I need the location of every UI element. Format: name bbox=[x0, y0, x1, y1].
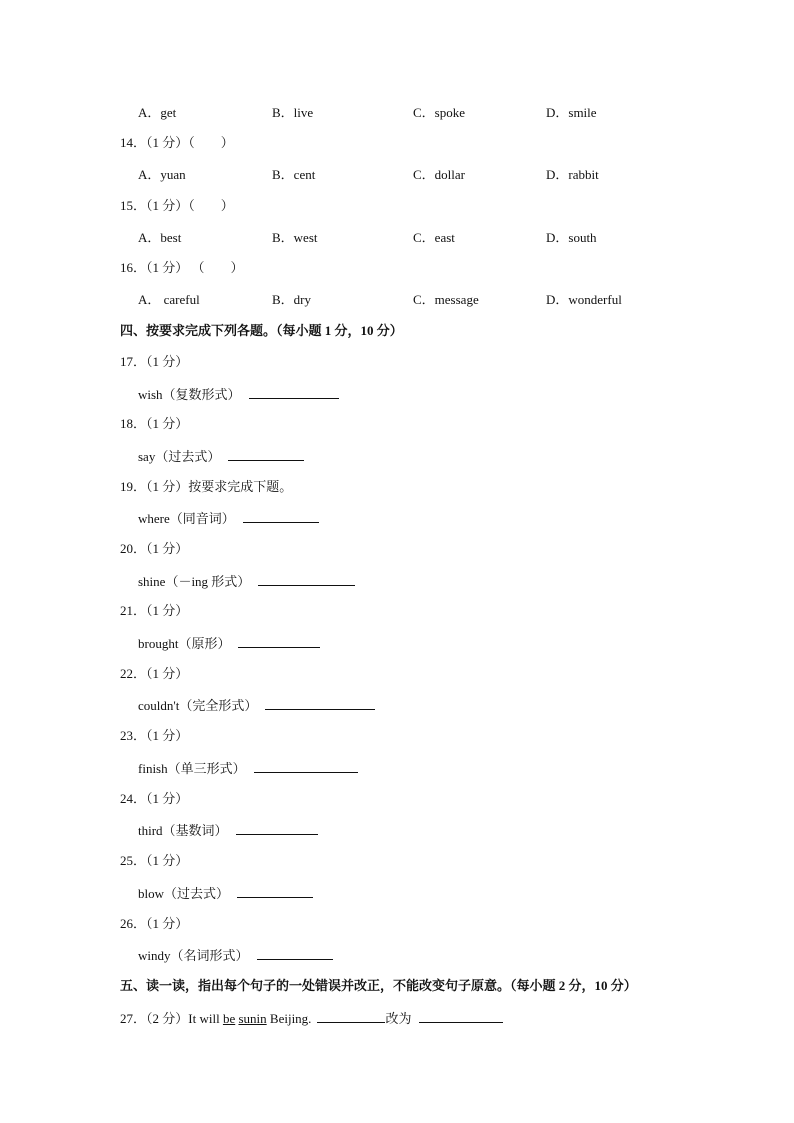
option-15-c: C．east bbox=[413, 230, 455, 245]
answer-blank[interactable] bbox=[238, 635, 320, 648]
option-14-c: C．dollar bbox=[413, 167, 465, 182]
question-24: 24．（1 分） bbox=[120, 791, 189, 806]
section-4-heading: 四、按要求完成下列各题。（每小题 1 分，10 分） bbox=[120, 323, 403, 338]
question-14: 14．（1 分）（ ） bbox=[120, 135, 234, 150]
question-22-prompt bbox=[138, 697, 375, 714]
question-16: 16．（1 分） （ ） bbox=[120, 260, 244, 275]
answer-blank[interactable] bbox=[237, 885, 313, 898]
prompt-text: third（基数词） bbox=[138, 823, 228, 838]
option-15-a: A．best bbox=[138, 230, 182, 245]
change-label: 改为 bbox=[385, 1011, 412, 1026]
answer-blank[interactable] bbox=[249, 386, 339, 399]
prompt-text: windy（名词形式） bbox=[138, 948, 249, 963]
question-15: 15．（1 分）（ ） bbox=[120, 198, 234, 213]
answer-blank[interactable] bbox=[228, 448, 304, 461]
option-15-b: B．west bbox=[272, 230, 318, 245]
option-14-d: D．rabbit bbox=[546, 167, 599, 182]
answer-blank[interactable] bbox=[236, 822, 318, 835]
underlined-word: sun bbox=[238, 1011, 257, 1026]
question-25-prompt bbox=[138, 885, 313, 902]
answer-blank[interactable] bbox=[257, 947, 333, 960]
option-13-c: C．spoke bbox=[413, 105, 466, 120]
answer-blank[interactable] bbox=[265, 697, 375, 710]
answer-blank[interactable] bbox=[258, 573, 355, 586]
answer-blank[interactable] bbox=[254, 760, 358, 773]
prompt-text: blow（过去式） bbox=[138, 886, 230, 901]
option-16-c: C．message bbox=[413, 292, 479, 307]
question-26: 26．（1 分） bbox=[120, 916, 189, 931]
question-17: 17．（1 分） bbox=[120, 354, 189, 369]
underlined-word: in bbox=[256, 1011, 267, 1026]
question-27 bbox=[120, 1010, 503, 1027]
option-16-b: B．dry bbox=[272, 292, 312, 307]
question-19: 19．（1 分）按要求完成下题。 bbox=[120, 479, 293, 494]
question-20: 20．（1 分） bbox=[120, 541, 189, 556]
question-18: 18．（1 分） bbox=[120, 416, 189, 431]
sentence-text: Beijing. bbox=[266, 1011, 312, 1026]
prompt-text: couldn't（完全形式） bbox=[138, 698, 258, 713]
correction-blank[interactable] bbox=[419, 1010, 503, 1023]
prompt-text: brought（原形） bbox=[138, 636, 231, 651]
option-16-d: D．wonderful bbox=[546, 292, 622, 307]
option-15-d: D．south bbox=[546, 230, 597, 245]
prompt-text: wish（复数形式） bbox=[138, 387, 241, 402]
question-21-prompt bbox=[138, 635, 320, 652]
option-14-b: B．cent bbox=[272, 167, 316, 182]
question-23-prompt bbox=[138, 760, 358, 777]
option-13-d: D．smile bbox=[546, 105, 597, 120]
question-23: 23．（1 分） bbox=[120, 728, 189, 743]
prompt-text: say（过去式） bbox=[138, 449, 221, 464]
question-22: 22．（1 分） bbox=[120, 666, 189, 681]
prompt-text: where（同音词） bbox=[138, 511, 235, 526]
option-13-b: B．live bbox=[272, 105, 314, 120]
question-20-prompt bbox=[138, 573, 355, 590]
question-26-prompt bbox=[138, 947, 333, 964]
option-14-a: A．yuan bbox=[138, 167, 186, 182]
question-19-prompt bbox=[138, 510, 319, 527]
underlined-word: be bbox=[222, 1011, 236, 1026]
question-24-prompt bbox=[138, 822, 318, 839]
answer-blank[interactable] bbox=[243, 510, 319, 523]
question-17-prompt bbox=[138, 386, 339, 403]
sentence-text: It will bbox=[188, 1011, 223, 1026]
question-number: 27．（2 分） bbox=[120, 1011, 189, 1026]
question-18-prompt bbox=[138, 448, 304, 465]
question-21: 21．（1 分） bbox=[120, 603, 189, 618]
option-16-a: A． careful bbox=[138, 292, 200, 307]
option-13-a: A．get bbox=[138, 105, 177, 120]
section-5-heading: 五、读一读，指出每个句子的一处错误并改正，不能改变句子原意。（每小题 2 分，10 分） bbox=[120, 978, 637, 993]
prompt-text: shine（－ing 形式） bbox=[138, 574, 251, 589]
error-blank[interactable] bbox=[317, 1010, 385, 1023]
question-25: 25．（1 分） bbox=[120, 853, 189, 868]
prompt-text: finish（单三形式） bbox=[138, 761, 246, 776]
